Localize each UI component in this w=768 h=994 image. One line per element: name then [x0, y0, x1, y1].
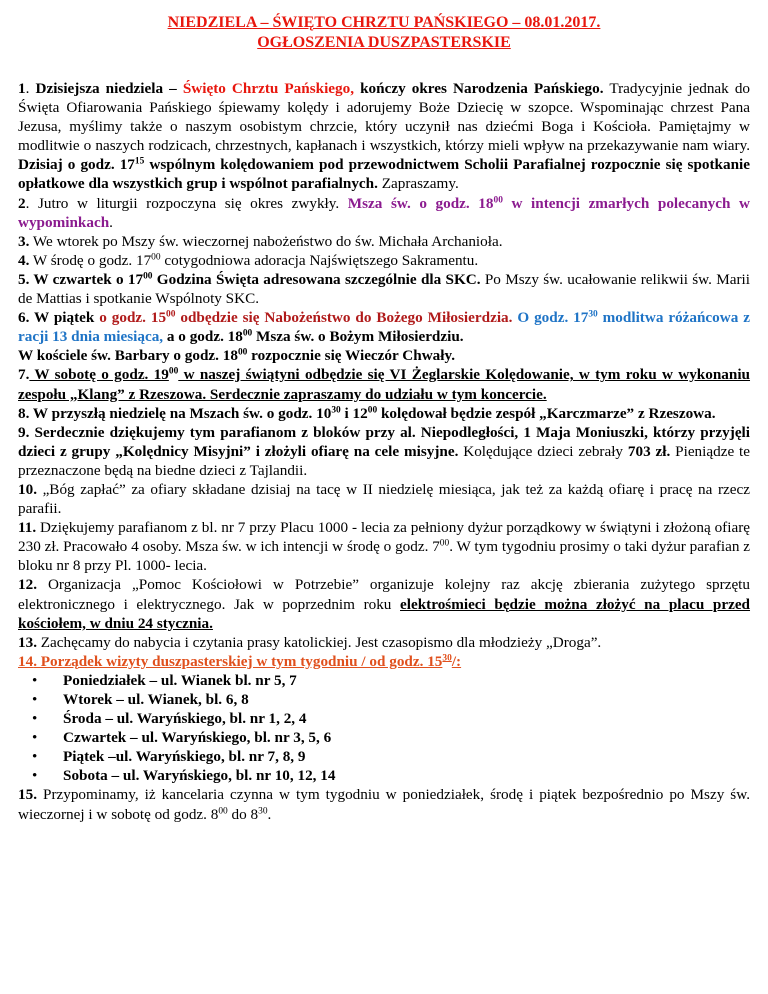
bullet-icon: •	[32, 729, 38, 747]
text-span: Organizacja „Pomoc Kościołowi w Potrzebie” organizuje kolejny raz akcję zbierania zużytego sprzętu elektronicznego i elektrycznego. Jak w poprzednim roku	[18, 576, 750, 613]
bullet-icon: •	[32, 691, 38, 708]
text-span: Przypominamy, iż kancelaria czynna w tym tygodniu w poniedziałek, środę i piątek bezpośrednio po Mszy św. wieczornej i w sobotę od godz. 8	[18, 786, 750, 823]
item-number: 3.	[18, 232, 30, 250]
bullet-icon: •	[32, 710, 38, 728]
list-item	[18, 766, 750, 785]
time-superscript: 00	[242, 328, 253, 339]
time-superscript: 30	[588, 309, 598, 320]
item-number: 7.	[18, 366, 30, 384]
item-number: 10.	[18, 480, 37, 498]
text-span: kolędował będzie zespół „Karczmarze” z Rzeszowa.	[377, 404, 716, 422]
visit-text: Wtorek – ul. Wianek, bl. 6, 8	[63, 691, 249, 708]
time-superscript: 00	[143, 271, 153, 282]
text-span: W sobotę o godz. 19	[29, 366, 169, 384]
time-superscript: 00	[166, 309, 176, 320]
time-superscript: 00	[237, 347, 248, 358]
text-span: W kościele św. Barbary o godz. 18	[18, 347, 238, 365]
text-span: . W tym tygodniu prosimy o taki dyżur parafian z bloku nr 8 przy Pl. 1000- lecia.	[18, 538, 750, 575]
page-subtitle: OGŁOSZENIA DUSZPASTERSKIE	[257, 34, 511, 51]
time-superscript: 00	[367, 404, 378, 415]
bullet-icon: •	[32, 748, 38, 766]
list-item	[18, 747, 750, 766]
visit-text: Czwartek – ul. Waryńskiego, bl. nr 3, 5, 6	[63, 729, 332, 747]
text-span: .	[25, 80, 36, 97]
announcement-5	[18, 270, 750, 308]
item-number: 1	[18, 80, 26, 97]
text-span: 6. W piątek	[18, 309, 95, 327]
announcement-13	[18, 633, 750, 652]
text-span: Kolędujące dzieci zebrały	[458, 442, 628, 460]
announcement-12	[18, 575, 750, 632]
visit-text: Środa – ul. Waryńskiego, bl. nr 1, 2, 4	[63, 710, 307, 728]
item-number: 15.	[18, 786, 37, 804]
text-span: . Jutro w liturgii rozpoczyna się okres zwykły.	[25, 194, 348, 212]
announcement-6	[18, 308, 750, 346]
text-span: Zachęcamy do nabycia i czytania prasy katolickiej. Jest czasopismo dla młodzieży „Droga”.	[36, 633, 602, 651]
bullet-icon: •	[32, 767, 38, 785]
visit-text: Piątek –ul. Waryńskiego, bl. nr 7, 8, 9	[63, 748, 306, 766]
text-span: . Porządek wizyty duszpasterskiej w tym tygodniu / od godz. 15	[33, 652, 443, 670]
announcement-8	[18, 404, 750, 423]
announcement-14	[18, 652, 750, 671]
time-superscript: 00	[168, 366, 179, 377]
text-span: cotygodniowa adoracja Najświętszego Sakramentu.	[160, 251, 479, 269]
text-span: Msza św. o godz. 18	[347, 194, 494, 212]
visit-schedule-list	[18, 671, 750, 786]
item-number: 9.	[18, 423, 30, 441]
text-span: a o godz. 18	[163, 328, 243, 346]
text-span: odbędzie się Nabożeństwo do Bożego Miłosierdzia.	[175, 309, 513, 327]
announcement-10	[18, 480, 750, 518]
text-span: We wtorek po Mszy św. wieczornej nabożeństwo do św. Michała Archanioła.	[29, 232, 503, 250]
announcement-3	[18, 232, 750, 251]
time-superscript: 00	[151, 252, 161, 263]
text-span: O godz. 17	[512, 309, 589, 327]
visit-text: Poniedziałek – ul. Wianek bl. nr 5, 7	[63, 671, 297, 689]
item-number: 2	[18, 194, 26, 212]
text-span: Pieniądze te przeznaczone będą na biedne dzieci z Tajlandii.	[18, 442, 750, 479]
text-span: W środę o godz. 17	[29, 251, 152, 269]
bullet-icon: •	[32, 671, 38, 689]
list-item	[18, 690, 750, 709]
text-span: do 8	[227, 805, 259, 823]
text-span: .	[267, 805, 272, 823]
announcement-1	[18, 79, 750, 194]
time-superscript: 00	[439, 538, 450, 549]
list-item	[18, 709, 750, 728]
text-span: kończy okres Narodzenia Pańskiego.	[354, 80, 604, 97]
text-span: 8. W przyszłą niedzielę na Mszach św. o godz. 10	[18, 404, 332, 422]
text-span: Tradycyjnie jednak do Święta Ofiarowania Pańskiego śpiewamy kolędy i adorujemy Boże Dziecię w szopce. Wspominając chrzest Pana Jezusa, myślimy także o naszym osobistym chrzcie, który uczynił nas dziećmi Boga i Kościoła. Pamiętajmy w modlitwie o naszych rodzicach, chrzestnych, kapłanach i wszystkich, którzy mieli wpływ na przekazywanie nam wiary.	[18, 80, 751, 155]
text-span: Dzisiaj o godz. 17	[18, 156, 135, 174]
feast-name: Święto Chrztu Pańskiego,	[182, 80, 355, 97]
announcements-body	[18, 79, 750, 824]
text-span: Zapraszamy.	[377, 175, 459, 193]
text-span: Dziękujemy parafianom z bl. nr 7 przy Placu 1000 - lecia za pełniony dyżur porządkowy w świątyni i złożoną ofiarę 230 zł. Pracowało 4 osoby. Msza św. w ich intencji w środę o godz. 7	[18, 519, 750, 556]
text-span: Serdecznie dziękujemy tym parafianom z bloków przy al. Niepodległości, 1 Maja Moniuszki, którzy przyjęli dzieci z grupy „Kolędnicy Misyjni” i złożyli ofiarę na cele misyjne.	[18, 423, 750, 460]
text-span: 703 zł.	[627, 442, 671, 460]
announcement-2	[18, 194, 750, 232]
item-number: 4.	[18, 251, 30, 269]
text-span: w intencji zmarłych polecanych w wypominkach	[18, 194, 750, 231]
time-superscript: 15	[134, 156, 145, 167]
list-item	[18, 728, 750, 747]
visit-text: Sobota – ul. Waryńskiego, bl. nr 10, 12, 14	[63, 767, 336, 785]
announcement-11	[18, 518, 750, 575]
announcement-6-worship-evening	[18, 346, 750, 365]
text-span: Po Mszy św. ucałowanie relikwii św. Marii de Mattias i spotkanie Wspólnoty SKC.	[18, 270, 750, 308]
text-span: i 12	[340, 404, 368, 422]
time-superscript: 00	[218, 805, 228, 816]
text-span: w naszej świątyni odbędzie się VI Żeglarskie Kolędowanie, w tym roku w wykonaniu zespołu „Klang” z Rzeszowa. Serdecznie zapraszamy do udziału w tym koncercie.	[18, 366, 751, 403]
item-number: 14	[18, 652, 34, 670]
item-number: 13.	[18, 633, 37, 651]
text-span: W czwartek o 17	[29, 270, 144, 288]
announcement-7	[18, 365, 750, 403]
text-span: „Bóg zapłać” za ofiary składane dzisiaj na tacę w II niedzielę miesiąca, jak też za każdą ofiarę i pracę na rzecz parafii.	[18, 480, 750, 518]
item-number: 12.	[18, 576, 37, 594]
time-superscript: 30	[258, 805, 268, 816]
text-span: elektrośmieci będzie można złożyć na placu przed kościołem, w dniu 24 stycznia.	[18, 595, 751, 632]
text-span: /:	[451, 652, 462, 670]
item-number: 5.	[18, 270, 30, 288]
page-title: NIEDZIELA – ŚWIĘTO CHRZTU PAŃSKIEGO – 08.01.2017.	[167, 14, 601, 31]
text-span: Godzina Święta adresowana szczególnie dla SKC.	[152, 270, 481, 288]
text-span: rozpocznie się Wieczór Chwały.	[247, 347, 456, 365]
time-superscript: 30	[331, 404, 341, 415]
announcement-4	[18, 251, 750, 270]
announcement-15	[18, 785, 750, 823]
text-span: o godz. 15	[94, 309, 167, 327]
text-span: Dzisiejsza niedziela –	[35, 80, 183, 97]
time-superscript: 00	[493, 194, 503, 205]
item-number: 11.	[18, 519, 37, 537]
text-span: wspólnym kolędowaniem pod przewodnictwem Scholii Parafialnej rozpocznie się spotkanie opłatkowe dla wszystkich grup i wspólnot parafialnych.	[18, 156, 750, 193]
text-span: Msza św. o Bożym Miłosierdziu.	[252, 328, 464, 346]
time-superscript: 30	[442, 653, 452, 664]
list-item	[18, 671, 750, 690]
text-span: .	[109, 213, 113, 231]
announcement-9	[18, 423, 750, 480]
text-span: modlitwa różańcowa z racji 13 dnia miesiąca,	[18, 309, 750, 346]
